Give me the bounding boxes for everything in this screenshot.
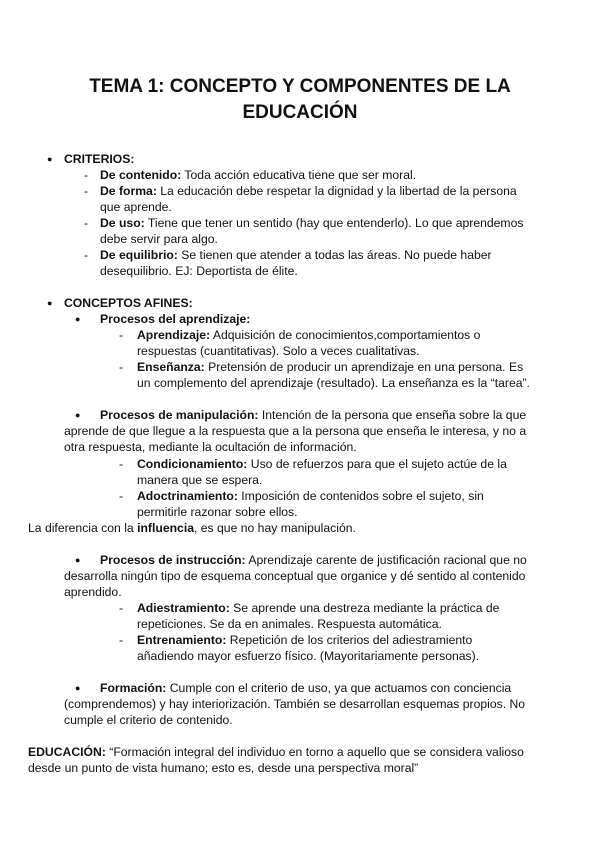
dash-icon: -: [119, 360, 124, 374]
formacion-paragraph: Formación: Cumple con el criterio de uso, ya que actuamos con conciencia (comprendemos) y hay interiorización. También se desarrollan esquemas propios. No cumple el criterio de contenido.: [64, 681, 526, 727]
aprendizaje-heading: Procesos del aprendizaje:: [100, 312, 251, 326]
concepto-condicionamiento: Condicionamiento: Uso de refuerzos para que el sujeto actúe de la manera que se espera.: [137, 457, 507, 487]
bullet-icon: ●: [75, 410, 81, 420]
influencia-note: La diferencia con la influencia, es que no hay manipulación.: [28, 521, 356, 535]
dash-icon: -: [84, 216, 89, 230]
criterio-forma: De forma: La educación debe respetar la dignidad y la libertad de la persona que aprende.: [100, 184, 517, 214]
dash-icon: -: [84, 184, 89, 198]
bullet-icon: ●: [75, 683, 81, 693]
dash-icon: -: [119, 457, 124, 471]
dash-icon: -: [84, 248, 89, 262]
bullet-icon: ●: [47, 154, 53, 164]
title-line-2: EDUCACIÓN: [242, 102, 358, 123]
conceptos-heading: CONCEPTOS AFINES:: [64, 296, 193, 310]
manipulacion-paragraph: Procesos de manipulación: Intención de la persona que enseña sobre la que aprende de que llegue a la respuesta que a la persona que enseña le interesa, y no a otra respuesta, mediante la ocultación de información.: [64, 408, 527, 454]
bullet-icon: ●: [75, 314, 81, 324]
concepto-entrenamiento: Entrenamiento: Repetición de los criterios del adiestramiento añadiendo mayor esfuerzo físico. (Mayoritariamente personas).: [137, 633, 480, 663]
page-title: [0, 74, 600, 126]
dash-icon: -: [119, 489, 124, 503]
criterio-uso: De uso: Tiene que tener un sentido (hay que entenderlo). Lo que aprendemos debe servir para algo.: [100, 216, 524, 246]
educacion-definition: EDUCACIÓN: “Formación integral del individuo en torno a aquello que se considera valioso desde un punto de vista humano; esto es, desde una perspectiva moral”: [28, 745, 524, 775]
instruccion-paragraph: Procesos de instrucción: Aprendizaje carente de justificación racional que no desarrolla ningún tipo de esquema conceptual que organice y dé sentido al contenido aprendido.: [64, 553, 527, 599]
concepto-adiestramiento: Adiestramiento: Se aprende una destreza mediante la práctica de repeticiones. Se da en animales. Respuesta automática.: [137, 601, 500, 631]
title-line-1: TEMA 1: CONCEPTO Y COMPONENTES DE LA: [89, 76, 511, 97]
concepto-aprendizaje: Aprendizaje: Adquisición de conocimientos,comportamientos o respuestas (cuantitativas). Solo a veces cualitativas.: [137, 328, 481, 358]
bullet-icon: ●: [75, 555, 81, 565]
criterio-equilibrio: De equilibrio: Se tienen que atender a todas las áreas. No puede haber desequilibrio. EJ: Deportista de élite.: [100, 248, 492, 278]
bullet-icon: ●: [47, 298, 53, 308]
dash-icon: -: [119, 328, 124, 342]
dash-icon: -: [119, 633, 124, 647]
criterios-heading: CRITERIOS:: [64, 152, 135, 166]
dash-icon: -: [84, 168, 89, 182]
concepto-ensenanza: Enseñanza: Pretensión de producir un aprendizaje en una persona. Es un complemento del aprendizaje (resultado). La enseñanza es la “tarea”.: [137, 360, 530, 390]
concepto-adoctrinamiento: Adoctrinamiento: Imposición de contenidos sobre el sujeto, sin permitirle razonar sobre ellos.: [137, 489, 484, 519]
criterio-contenido: De contenido: Toda acción educativa tiene que ser moral.: [100, 168, 417, 182]
dash-icon: -: [119, 601, 124, 615]
